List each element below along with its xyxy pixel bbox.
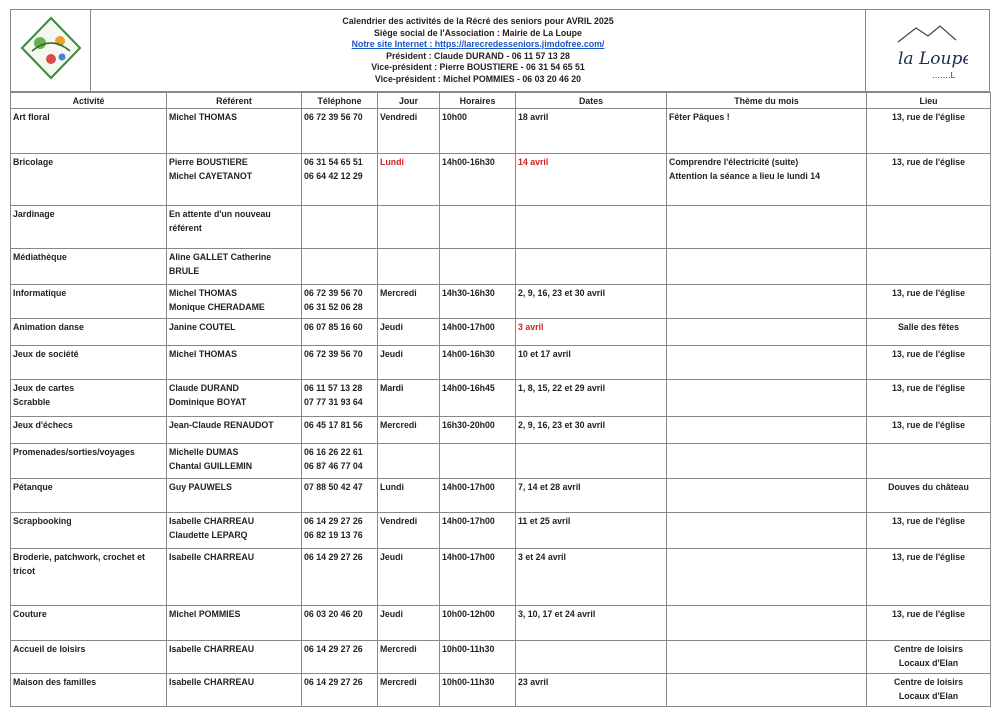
- column-header-referent: Référent: [167, 93, 302, 109]
- telephone-cell-line: 06 16 26 22 61: [304, 447, 363, 457]
- referent-cell-line: Isabelle CHARREAU: [169, 516, 255, 526]
- referent-cell-line: Aline GALLET Catherine: [169, 252, 272, 262]
- jour-cell: Jeudi: [378, 346, 440, 380]
- table-row: [11, 513, 991, 549]
- telephone-cell-line: 06 72 39 56 70: [304, 288, 363, 298]
- telephone-cell: [302, 206, 378, 249]
- referent-cell-line: Michel CAYETANOT: [169, 170, 253, 181]
- table-row: [11, 285, 991, 319]
- horaires-cell: 14h00-17h00: [440, 513, 516, 549]
- telephone-cell-line: 06 14 29 27 26: [304, 552, 363, 562]
- telephone-cell-line: 06 72 39 56 70: [304, 112, 363, 122]
- telephone-cell-line: 06 72 39 56 70: [304, 349, 363, 359]
- activity-cell: [11, 380, 167, 417]
- president-line: Président : Claude DURAND - 06 11 57 13 28: [386, 50, 570, 61]
- table-row: [11, 206, 991, 249]
- table-row: [11, 380, 991, 417]
- referent-cell: [167, 346, 302, 380]
- activity-cell-line: Bricolage: [13, 157, 54, 167]
- lieu-cell: [867, 109, 991, 154]
- jour-cell: Mercredi: [378, 641, 440, 674]
- activity-cell-line: Jeux de cartes: [13, 383, 75, 393]
- telephone-cell: [302, 606, 378, 641]
- activity-cell-line: Art floral: [13, 112, 50, 122]
- theme-cell: [667, 346, 867, 380]
- activity-cell-line: Médiathèque: [13, 252, 67, 262]
- theme-cell: [667, 380, 867, 417]
- activity-cell-line: Animation danse: [13, 322, 84, 332]
- dates-cell: [516, 206, 667, 249]
- activity-cell: [11, 319, 167, 346]
- horaires-cell: 14h00-16h30: [440, 346, 516, 380]
- table-row: [11, 479, 991, 513]
- table-row: [11, 154, 991, 206]
- referent-cell: [167, 674, 302, 707]
- telephone-cell: [302, 249, 378, 285]
- jour-cell: Mercredi: [378, 417, 440, 444]
- lieu-cell-line: Locaux d'Elan: [898, 657, 959, 668]
- theme-cell: [667, 206, 867, 249]
- lieu-cell-line: 13, rue de l'église: [892, 288, 965, 298]
- horaires-cell: 14h30-16h30: [440, 285, 516, 319]
- referent-cell-line: Monique CHERADAME: [169, 301, 265, 312]
- referent-cell: [167, 513, 302, 549]
- telephone-cell: [302, 479, 378, 513]
- referent-cell: [167, 154, 302, 206]
- left-logo-cell: [11, 10, 91, 92]
- dates-cell: 14 avril: [516, 154, 667, 206]
- column-header-theme: Thème du mois: [667, 93, 867, 109]
- jour-cell: Lundi: [378, 154, 440, 206]
- lieu-cell-line: 13, rue de l'église: [892, 349, 965, 359]
- telephone-cell-line: 06 45 17 81 56: [304, 420, 363, 430]
- lieu-cell: [867, 285, 991, 319]
- lieu-cell: [867, 346, 991, 380]
- recre-seniors-logo: [18, 15, 84, 81]
- activity-cell-line: Scrabble: [13, 396, 51, 407]
- dates-cell: 2, 9, 16, 23 et 30 avril: [516, 417, 667, 444]
- telephone-cell-line: 06 14 29 27 26: [304, 516, 363, 526]
- calendar-title: Calendrier des activités de la Récré des seniors pour AVRIL 2025: [342, 16, 614, 26]
- telephone-cell-line: 06 87 46 77 04: [304, 460, 363, 471]
- activity-cell: [11, 285, 167, 319]
- lieu-cell: [867, 154, 991, 206]
- activity-cell-line: Informatique: [13, 288, 67, 298]
- lieu-cell: [867, 206, 991, 249]
- lieu-cell-line: Douves du château: [888, 482, 969, 492]
- horaires-cell: 14h00-16h45: [440, 380, 516, 417]
- dates-cell: 23 avril: [516, 674, 667, 707]
- horaires-cell: [440, 206, 516, 249]
- theme-cell: [667, 674, 867, 707]
- telephone-cell-line: 06 07 85 16 60: [304, 322, 363, 332]
- jour-cell: Vendredi: [378, 513, 440, 549]
- la-loupe-logo-text: la Loupe: [897, 49, 968, 69]
- column-header-telephone: Téléphone: [302, 93, 378, 109]
- table-row: [11, 641, 991, 674]
- theme-cell: [667, 549, 867, 606]
- referent-cell-line: Michelle DUMAS: [169, 447, 239, 457]
- horaires-cell: [440, 249, 516, 285]
- dates-cell: 10 et 17 avril: [516, 346, 667, 380]
- referent-cell: [167, 479, 302, 513]
- activity-cell-line: Promenades/sorties/voyages: [13, 447, 135, 457]
- la-loupe-logo-suffix: …….L: [931, 71, 955, 80]
- telephone-cell: [302, 674, 378, 707]
- dates-cell: 2, 9, 16, 23 et 30 avril: [516, 285, 667, 319]
- header-table: [10, 9, 990, 92]
- dates-cell: 3, 10, 17 et 24 avril: [516, 606, 667, 641]
- telephone-cell: [302, 154, 378, 206]
- la-loupe-logo: [888, 16, 968, 80]
- jour-cell: [378, 206, 440, 249]
- referent-cell: [167, 319, 302, 346]
- referent-cell-line: Isabelle CHARREAU: [169, 677, 255, 687]
- siege-social: Siège social de l'Association : Mairie de La Loupe: [374, 27, 582, 38]
- telephone-cell-line: 07 88 50 42 47: [304, 482, 363, 492]
- telephone-cell: [302, 444, 378, 479]
- referent-cell-line: Claude DURAND: [169, 383, 239, 393]
- theme-cell: [667, 249, 867, 285]
- referent-cell-line: Claudette LEPARQ: [169, 529, 248, 540]
- theme-cell: [667, 109, 867, 154]
- website-link[interactable]: Notre site Internet : https://larecredesseniors.jimdofree.com/: [351, 39, 605, 49]
- vice-president-line-1: Vice-président : Pierre BOUSTIERE - 06 31 54 65 51: [371, 62, 585, 72]
- column-header-dates: Dates: [516, 93, 667, 109]
- telephone-cell: [302, 346, 378, 380]
- horaires-cell: 10h00-12h00: [440, 606, 516, 641]
- referent-cell-line: Isabelle CHARREAU: [169, 552, 255, 562]
- activity-cell-line: Pétanque: [13, 482, 53, 492]
- jour-cell: [378, 444, 440, 479]
- activity-cell: [11, 513, 167, 549]
- telephone-cell-line: 06 31 52 06 28: [304, 301, 363, 312]
- telephone-cell: [302, 285, 378, 319]
- header-text-cell: [91, 10, 866, 92]
- jour-cell: Jeudi: [378, 549, 440, 606]
- dates-cell: [516, 641, 667, 674]
- horaires-cell: 10h00-11h30: [440, 674, 516, 707]
- lieu-cell-line: Salle des fêtes: [897, 322, 960, 332]
- activity-cell-line: Scrapbooking: [13, 516, 72, 526]
- jour-cell: Jeudi: [378, 319, 440, 346]
- horaires-cell: [440, 444, 516, 479]
- referent-cell: [167, 285, 302, 319]
- table-row: [11, 249, 991, 285]
- activity-cell: [11, 674, 167, 707]
- activity-cell-line: Maison des familles: [13, 677, 97, 687]
- referent-cell-line: Michel THOMAS: [169, 349, 237, 359]
- theme-cell-line: Comprendre l'électricité (suite): [669, 157, 799, 167]
- telephone-cell: [302, 380, 378, 417]
- referent-cell: [167, 549, 302, 606]
- telephone-cell-line: 06 03 20 46 20: [304, 609, 363, 619]
- telephone-cell: [302, 513, 378, 549]
- lieu-cell-line: 13, rue de l'église: [892, 609, 965, 619]
- horaires-cell: 14h00-17h00: [440, 549, 516, 606]
- table-row: [11, 319, 991, 346]
- referent-cell: [167, 641, 302, 674]
- referent-cell-line: Guy PAUWELS: [169, 482, 232, 492]
- lieu-cell: [867, 417, 991, 444]
- telephone-cell: [302, 109, 378, 154]
- referent-cell-line: Michel THOMAS: [169, 288, 237, 298]
- telephone-cell-line: 06 14 29 27 26: [304, 644, 363, 654]
- telephone-cell-line: 06 11 57 13 28: [304, 383, 363, 393]
- theme-cell: [667, 285, 867, 319]
- activity-cell-line: Accueil de loisirs: [13, 644, 86, 654]
- theme-cell: [667, 417, 867, 444]
- activity-cell: [11, 444, 167, 479]
- theme-cell: [667, 479, 867, 513]
- telephone-cell-line: 06 14 29 27 26: [304, 677, 363, 687]
- lieu-cell: [867, 380, 991, 417]
- theme-cell: [667, 606, 867, 641]
- jour-cell: Mercredi: [378, 674, 440, 707]
- theme-cell-line: Attention la séance a lieu le lundi 14: [669, 170, 821, 181]
- vice-president-line-2: Vice-président : Michel POMMIES - 06 03 20 46 20: [374, 73, 582, 84]
- activity-cell: [11, 479, 167, 513]
- table-row: [11, 549, 991, 606]
- telephone-cell-line: 06 82 19 13 76: [304, 529, 363, 540]
- horaires-cell: 14h00-17h00: [440, 319, 516, 346]
- lieu-cell: [867, 549, 991, 606]
- activities-table: [10, 92, 991, 707]
- lieu-cell-line: 13, rue de l'église: [892, 112, 965, 122]
- dates-cell: 11 et 25 avril: [516, 513, 667, 549]
- lieu-cell: [867, 606, 991, 641]
- referent-cell-line: Dominique BOYAT: [169, 396, 247, 407]
- lieu-cell-line: 13, rue de l'église: [892, 420, 965, 430]
- horaires-cell: 14h00-17h00: [440, 479, 516, 513]
- column-header-activite: Activité: [11, 93, 167, 109]
- activity-cell: [11, 549, 167, 606]
- referent-cell: [167, 380, 302, 417]
- lieu-cell: [867, 319, 991, 346]
- activity-cell-line: Broderie, patchwork, crochet et: [13, 552, 145, 562]
- calendar-sheet: [10, 9, 990, 717]
- telephone-cell-line: 06 31 54 65 51: [304, 157, 363, 167]
- jour-cell: Vendredi: [378, 109, 440, 154]
- activity-cell: [11, 641, 167, 674]
- lieu-cell: [867, 674, 991, 707]
- referent-cell: [167, 444, 302, 479]
- referent-cell-line: BRULE: [169, 265, 200, 276]
- referent-cell: [167, 249, 302, 285]
- horaires-cell: 10h00-11h30: [440, 641, 516, 674]
- table-row: [11, 606, 991, 641]
- right-logo-cell: [866, 10, 990, 92]
- referent-cell-line: Chantal GUILLEMIN: [169, 460, 253, 471]
- column-header-lieu: Lieu: [867, 93, 991, 109]
- activity-cell-line: tricot: [13, 565, 35, 576]
- telephone-cell: [302, 319, 378, 346]
- theme-cell-line: Fêter Pâques !: [669, 112, 730, 122]
- column-header-horaires: Horaires: [440, 93, 516, 109]
- jour-cell: Mercredi: [378, 285, 440, 319]
- lieu-cell-line: Centre de loisirs: [894, 677, 963, 687]
- theme-cell: [667, 444, 867, 479]
- telephone-cell: [302, 417, 378, 444]
- theme-cell: [667, 319, 867, 346]
- referent-cell: [167, 206, 302, 249]
- lieu-cell: [867, 641, 991, 674]
- referent-cell-line: Isabelle CHARREAU: [169, 644, 255, 654]
- referent-cell-line: Pierre BOUSTIERE: [169, 157, 248, 167]
- telephone-cell: [302, 549, 378, 606]
- jour-cell: Lundi: [378, 479, 440, 513]
- lieu-cell: [867, 513, 991, 549]
- referent-cell-line: Michel POMMIES: [169, 609, 241, 619]
- referent-cell-line: En attente d'un nouveau: [169, 209, 271, 219]
- activity-cell: [11, 417, 167, 444]
- table-row: [11, 444, 991, 479]
- activity-cell-line: Couture: [13, 609, 47, 619]
- table-header-row: [11, 93, 991, 109]
- table-row: [11, 674, 991, 707]
- referent-cell-line: Michel THOMAS: [169, 112, 237, 122]
- theme-cell: [667, 154, 867, 206]
- telephone-cell-line: 06 64 42 12 29: [304, 170, 363, 181]
- activity-cell: [11, 249, 167, 285]
- referent-cell-line: référent: [169, 222, 202, 233]
- theme-cell: [667, 641, 867, 674]
- dates-cell: [516, 444, 667, 479]
- table-row: [11, 109, 991, 154]
- horaires-cell: 16h30-20h00: [440, 417, 516, 444]
- activity-cell: [11, 206, 167, 249]
- lieu-cell-line: 13, rue de l'église: [892, 157, 965, 167]
- dates-cell: 3 et 24 avril: [516, 549, 667, 606]
- dates-cell: 7, 14 et 28 avril: [516, 479, 667, 513]
- lieu-cell-line: Locaux d'Elan: [898, 690, 959, 701]
- referent-cell-line: Jean-Claude RENAUDOT: [169, 420, 274, 430]
- lieu-cell: [867, 479, 991, 513]
- jour-cell: Mardi: [378, 380, 440, 417]
- activity-cell: [11, 606, 167, 641]
- horaires-cell: 14h00-16h30: [440, 154, 516, 206]
- dates-cell: [516, 249, 667, 285]
- telephone-cell: [302, 641, 378, 674]
- table-row: [11, 417, 991, 444]
- activity-cell-line: Jardinage: [13, 209, 55, 219]
- referent-cell: [167, 109, 302, 154]
- activity-cell: [11, 109, 167, 154]
- lieu-cell: [867, 249, 991, 285]
- activity-cell-line: Jeux de société: [13, 349, 79, 359]
- referent-cell: [167, 606, 302, 641]
- lieu-cell-line: 13, rue de l'église: [892, 516, 965, 526]
- telephone-cell-line: 07 77 31 93 64: [304, 396, 363, 407]
- lieu-cell-line: 13, rue de l'église: [892, 552, 965, 562]
- activity-cell: [11, 154, 167, 206]
- dates-cell: 1, 8, 15, 22 et 29 avril: [516, 380, 667, 417]
- table-row: [11, 346, 991, 380]
- jour-cell: Jeudi: [378, 606, 440, 641]
- lieu-cell-line: 13, rue de l'église: [892, 383, 965, 393]
- lieu-cell: [867, 444, 991, 479]
- theme-cell: [667, 513, 867, 549]
- activity-cell-line: Jeux d'échecs: [13, 420, 73, 430]
- activity-cell: [11, 346, 167, 380]
- dates-cell: 18 avril: [516, 109, 667, 154]
- lieu-cell-line: Centre de loisirs: [894, 644, 963, 654]
- jour-cell: [378, 249, 440, 285]
- column-header-jour: Jour: [378, 93, 440, 109]
- referent-cell-line: Janine COUTEL: [169, 322, 236, 332]
- dates-cell: 3 avril: [516, 319, 667, 346]
- referent-cell: [167, 417, 302, 444]
- horaires-cell: 10h00: [440, 109, 516, 154]
